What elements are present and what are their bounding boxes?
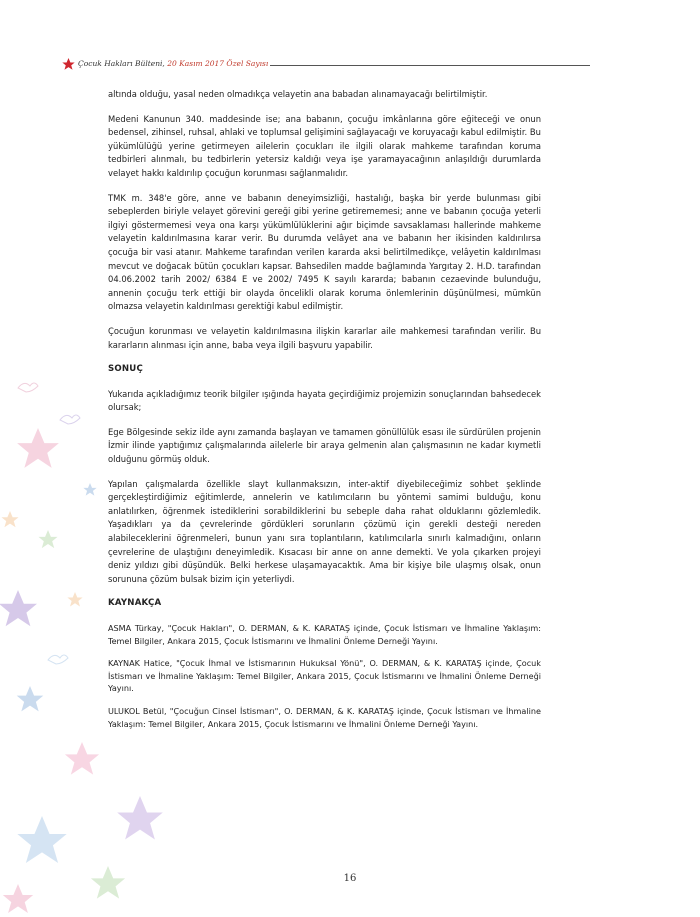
star-icon bbox=[67, 592, 82, 606]
star-icon bbox=[1, 511, 18, 527]
star-icon bbox=[65, 742, 99, 775]
paragraph: altında olduğu, yasal neden olmadıkça velayetin ana babadan alınamayacağı belirtilmiştir. bbox=[108, 89, 488, 99]
paragraph: Medeni Kanunun 340. maddesinde ise; ana babanın, çocuğu imkânlarına göre eğiteceği ve onun bedensel, zihinsel, ruhsal, ahlaki ve toplumsal gelişimini sağlayacağı ve koruyacağı kabul edilmiştir. Bu yükümlülüğü yerine getirmeyen ailelerin çocukları ile ilgili olarak mahkeme tarafından koruma tedbirleri alınmalı, bu tedbirlerin yetersiz kaldığı veya işe yaramayacağının anlaşıldığı durumlarda velayet hakkı kaldırılıp çocuğun korunması sağlanmalıdır. bbox=[108, 113, 541, 178]
paragraph: Ege Bölgesinde sekiz ilde aynı zamanda başlayan ve tamamen gönüllülük esası ile sürdürülen projenin İzmir ilinde yaptığımız çalışmalarında ailelerle bir araya gelmenin alan çalışmasının ne kadar kıymetli olduğunu görmüş olduk. bbox=[108, 426, 541, 465]
star-icon bbox=[83, 483, 96, 496]
star-icon bbox=[62, 58, 75, 71]
header-rule bbox=[270, 65, 590, 66]
running-title bbox=[78, 59, 268, 68]
star-icon bbox=[17, 816, 66, 863]
page-number: 16 bbox=[343, 873, 357, 884]
star-icon bbox=[0, 590, 37, 626]
page-header bbox=[62, 58, 590, 74]
reference-item: KAYNAK Hatice, "Çocuk İhmal ve İstismarının Hukuksal Yönü", O. DERMAN, & K. KARATAŞ içinde, Çocuk İstismarı ve İhmaline Yaklaşım: Temel Bilgiler, Ankara 2015, Çocuk İstismarını ve İhmalini Önleme Derneği Yayını. bbox=[108, 658, 541, 694]
article-body bbox=[108, 88, 541, 740]
dove-icon bbox=[18, 383, 38, 392]
star-icon bbox=[117, 796, 163, 839]
star-icon bbox=[39, 530, 58, 548]
paragraph: Yapılan çalışmalarda özellikle slayt kullanmaksızın, inter-aktif diyebileceğimiz sohbet şeklinde gerçekleştirdiğimiz eğitimlerde, annelerin ve katılımcıların bu yöntemi samimi bulduğu, konu anlatılırken, öğrenmek istediklerini sorabildiklerini bu sebeple daha rahat olduklarını gözlemledik. Yaşadıkları ya da çevrelerinde gördükleri sorunların çözümü için gerekli desteği nereden alabileceklerini öğrenmeleri, bunun yanı sıra toplantıların, katılımcılarla sınırlı kalmadığını, onların çevrelerine de ulaştığını deneyimledik. Kısacası bir anne on anne demekti. Ve yola çıkarken projeyi deniz yıldızı gibi düşündük. Belki herkese ulaşamayacaktık. Ama bir kişiye bile ulaşmış olsak, onun sorununa çözüm bulsak bizim için yeterliydi. bbox=[108, 478, 541, 584]
dove-icon bbox=[60, 415, 80, 424]
star-icon bbox=[3, 884, 33, 913]
reference-item: ULUKOL Betül, "Çocuğun Cinsel İstismarı", O. DERMAN, & K. KARATAŞ içinde, Çocuk İstismarı ve İhmaline Yaklaşım: Temel Bilgiler, Ankara 2015, Çocuk İstismarını ve İhmalini Önleme Derneği Yayını. bbox=[108, 705, 541, 729]
section-heading-sonuc: SONUÇ bbox=[108, 364, 143, 375]
star-icon bbox=[17, 686, 44, 711]
paragraph: Yukarıda açıkladığımız teorik bilgiler ışığında hayata geçirdiğimiz projemizin sonuçlarından bahsedecek olursak; bbox=[108, 388, 541, 413]
paragraph: Çocuğun korunması ve velayetin kaldırılmasına ilişkin kararlar aile mahkemesi tarafından verilir. Bu kararların alınması için anne, baba veya ilgili başvuru yapabilir. bbox=[108, 325, 541, 350]
star-icon bbox=[17, 428, 59, 468]
issue-name: 20 Kasım 2017 Özel Sayısı bbox=[167, 59, 269, 68]
reference-item: ASMA Türkay, "Çocuk Hakları", O. DERMAN, & K. KARATAŞ içinde, Çocuk İstismarı ve İhmaline Yaklaşım: Temel Bilgiler, Ankara 2015, Çocuk İstismarını ve İhmalini Önleme Derneği Yayını. bbox=[108, 623, 541, 646]
paragraph: TMK m. 348'e göre, anne ve babanın deneyimsizliği, hastalığı, başka bir yerde bulunması gibi sebeplerden biriyle velayet görevini gereği gibi yerine getirememesi; anne ve babanın çocuğa yeterli ilgiyi göstermemesi veya ona karşı yükümlülüklerini ağır biçimde savsaklaması hallerinde mahkeme velayetin kaldırılmasına karar verir. Bu durumda velâyet ana ve babanın her ikisinden kaldırılırsa çocuğa bir vasi atanır. Mahkeme tarafından verilen kararda aksi belirtilmedikçe, velâyetin kaldırılması mevcut ve doğacak bütün çocukları kapsar. Bahsedilen madde bağlamında Yargıtay 2. H.D. tarafından 04.06.2002 tarih 2002/ 6384 E ve 2002/ 7495 K sayılı kararda; babanın cezaevinde bulunduğu, annenin çocuğu terk ettiği bir olayda öncelikli olarak koruma önlemlerinin düşünülmesi, mümkün olmazsa velayetin kaldırılması gerektiği kabul edilmiştir. bbox=[108, 192, 541, 312]
journal-name: Çocuk Hakları Bülteni, bbox=[78, 59, 165, 68]
dove-icon bbox=[48, 655, 68, 664]
section-heading-kaynakca: KAYNAKÇA bbox=[108, 598, 162, 609]
